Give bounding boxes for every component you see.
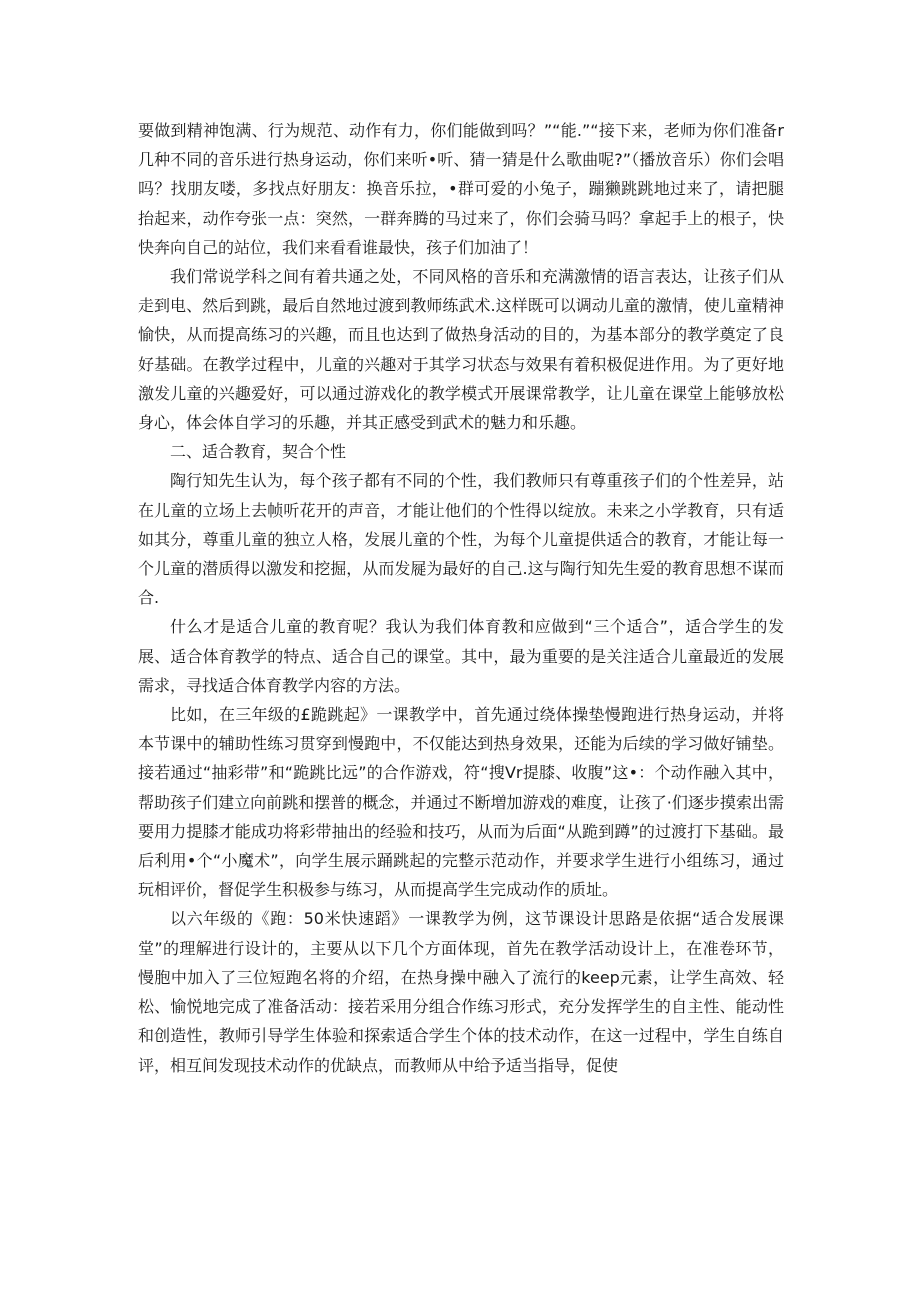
paragraph-music-language: 我们常说学科之间有着共通之处，不同风格的音乐和充满激情的语言表达，让孩子们从走到电、然后到跳，最后自然地过渡到教师练武术.这样既可以调动儿童的激情，使儿童精神愉快，从而提高练习的兴趣，而且也达到了做热身活动的目的，为基本部分的教学奠定了良好基础。在教学过程中，儿童的兴趣对于其学习状态与效果有着积极促进作用。为了更好地激发儿童的兴趣爱好，可以通过游戏化的教学模式开展课常教学，让儿童在课堂上能够放松身心，体会体自学习的乐趣，并其正感受到武术的魅力和乐趣。 <box>138 267 784 433</box>
paragraph-three-fits: 什么才是适合儿童的教育呢？我认为我们体育教和应做到“三个适合”，适合学生的发展、适合体育教学的特点、适合自己的课堂。其中，最为重要的是关注适合儿童最近的发展需求，寻找适合体育教学内容的方法。 <box>138 617 784 695</box>
paragraph-grade-three-example: 比如，在三年级的£跪跳起》一课教学中，首先通过绕体操垫慢跑进行热身运动，并将本节课中的辅助性练习贯穿到慢跑中，不仅能达到热身效果，还能为后续的学习做好铺垫。接若通过“抽彩带”和“跪跳比远”的合作游戏，符“搜Vr提膝、收腹”这•：个动作融入其中，帮助孩子们建立向前跳和摆普的概念，并通过不断増加游戏的难度，让孩了·们逐步摸索出需要用力提膝才能成功将彩带抽出的经验和技巧，从而为后面“从跪到蹲”的过渡打下基础。最后利用•个“小魔术”，向学生展示踊跳起的完整示范动作，并要求学生进行小组练习，通过玩相评价，督促学生积极参与练习，从而提高学生完成动作的质址。 <box>138 705 784 900</box>
paragraph-grade-six-example: 以六年级的《跑：50米快速蹈》一课教学为例，这节课设计思路是依据“适合发展课堂”的理解进行设计的，主要从以下几个方面体现，首先在教学活动设计上，在准卷环节，慢胞中加入了三位短跑名将的介绍，在热身操中融入了流行的keep元素，让学生高效、轻松、愉悦地完成了准备活动：接若采用分组合作练习形式，充分发挥学生的自主性、能动性和创造性，教师引导学生体验和探索适合学生个体的技术动作，在这一过程中，学生自练自评，相互间发现技术动作的优缺点，而教师从中给予适当指导，促使 <box>138 909 784 1075</box>
section-heading: 二、适合教育，契合个性 <box>170 442 347 462</box>
paragraph-tao-xingzhi: 陶行知先生认为，每个孩子都有不同的个性，我们教师只有尊重孩子们的个性差异，站在儿童的立场上去帧听花开的声音，才能让他们的个性得以绽放。未来之小学教育，只有适如其分，尊重儿童的独立人格，发展儿童的个性，为每个儿童提供适合的教育，才能让每一个儿童的潜质得以激发和挖掘，从而发屣为最好的自己.这与陶行知先生爱的教育思想不谋而合. <box>138 471 784 608</box>
document-page <box>138 116 784 1080</box>
paragraph-continued-warmup: 要做到精神饱满、行为规范、动作有力，你们能做到吗？”“能.”“接下来，老师为你们准备r几种不同的音乐进行热身运动，你们来听•听、猜一猜是什么歌曲呢?”（播放音乐）你们会唱吗？找朋友喽，多找点好朋友：换音乐拉，•群可爱的小兔子，蹦獭跳跳地过来了，请把腿抬起来，动作夸张一点：突然，一群奔腾的马过来了，你们会骑马吗？拿起手上的根子，快快奔向自己的站位，我们来看看谁最快，孩子们加油了！ <box>138 121 784 257</box>
